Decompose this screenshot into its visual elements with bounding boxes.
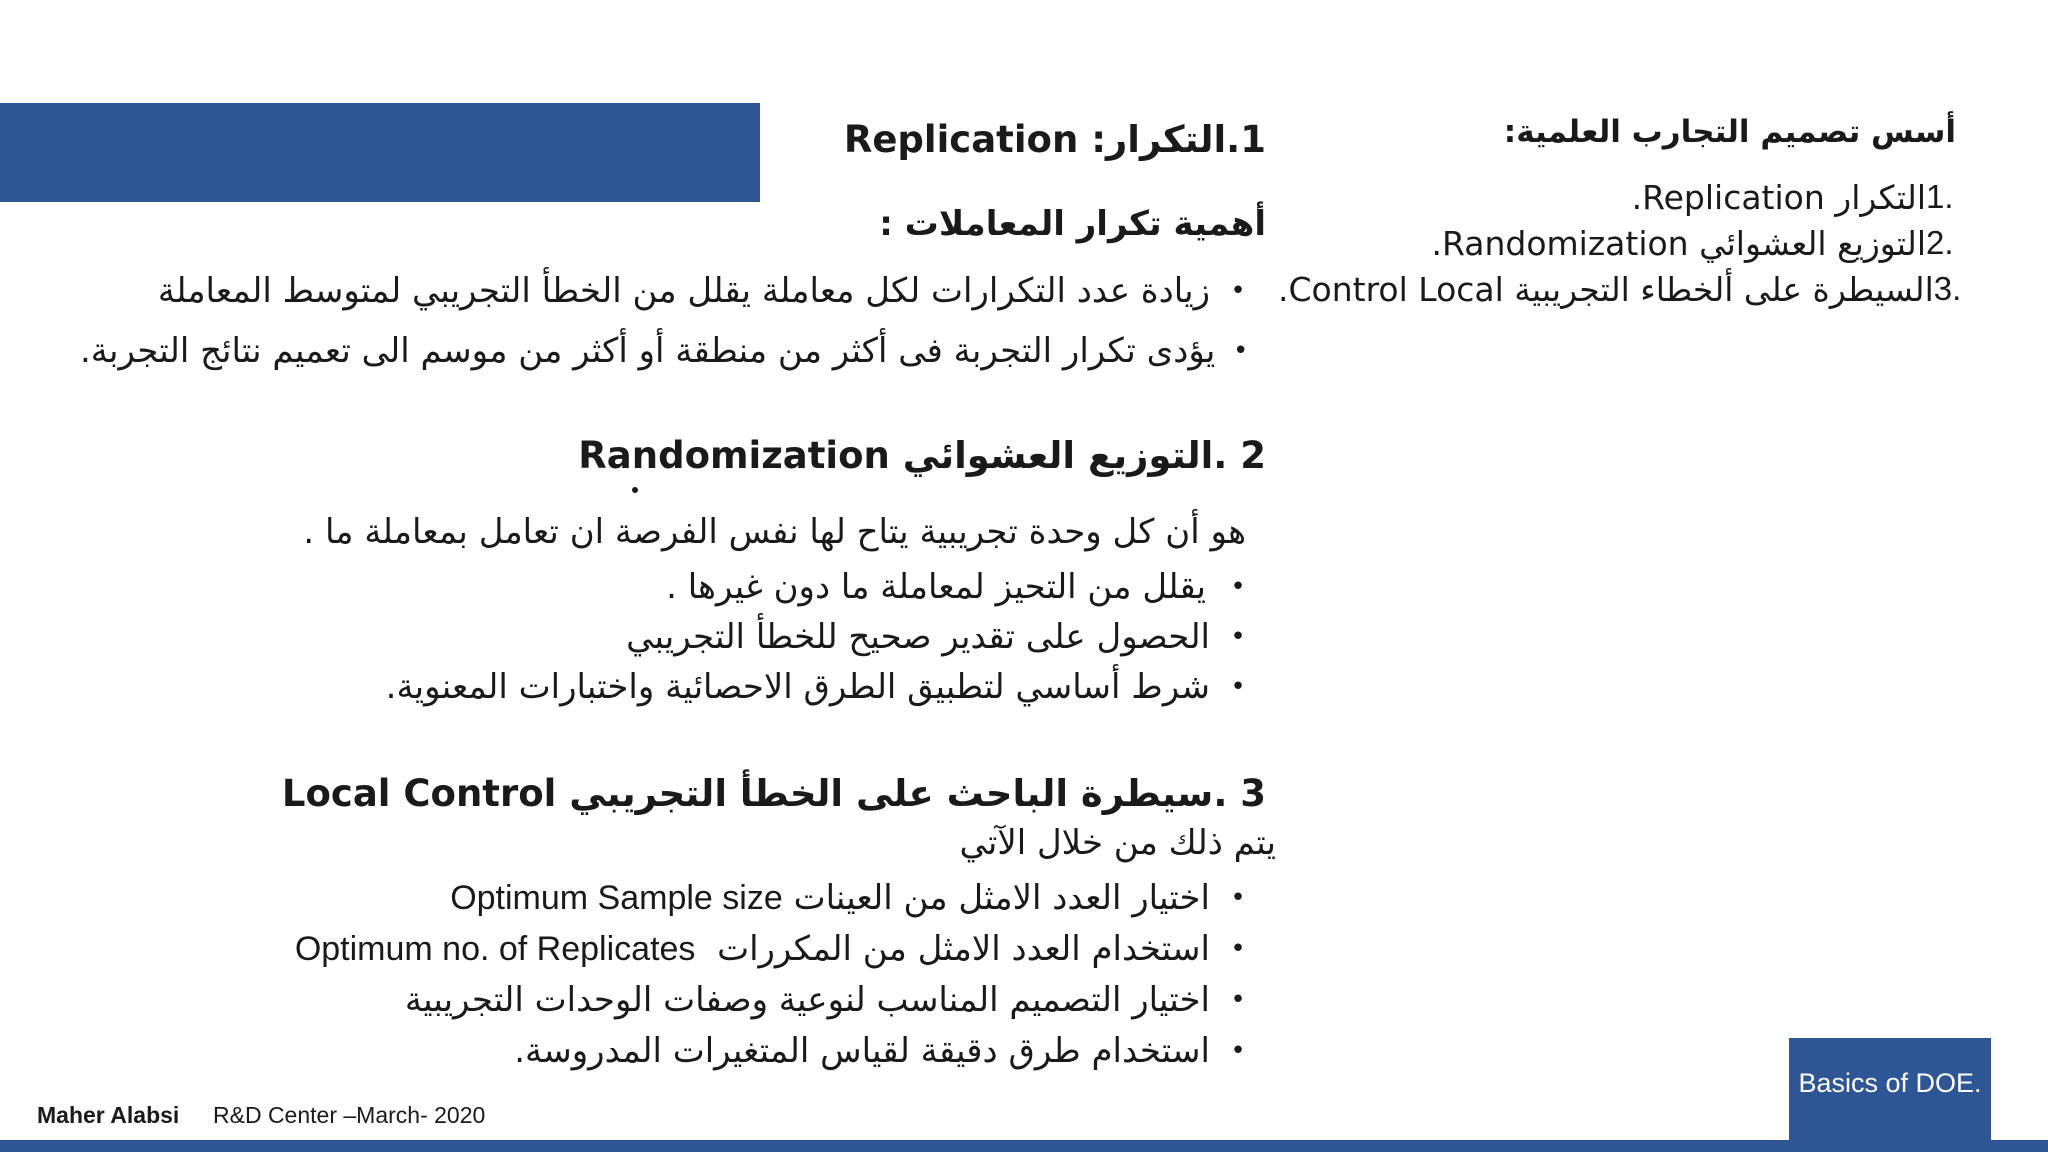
replication-subheading: أهمية تكرار المعاملات : [879, 204, 1266, 244]
bullet-text [295, 929, 1210, 969]
overview-item-text: التكرار Replication. [1631, 177, 1926, 217]
overview-list [1278, 174, 1978, 312]
bullet-english: Optimum Sample size [450, 878, 783, 917]
bullet-text: يؤدى تكرار التجربة فى أكثر من منطقة أو أكثر من موسم الى تعميم نتائج التجربة. [80, 331, 1216, 371]
randomization-definition: هو أن كل وحدة تجريبية يتاح لها نفس الفرصة ان تعامل بمعاملة ما . [303, 512, 1246, 552]
list-item [80, 923, 1266, 974]
list-item [80, 872, 1266, 923]
bullet-arabic: اختيار العدد الامثل من العينات [793, 877, 1210, 918]
overview-item-number: 2. [1926, 224, 1954, 261]
local-control-intro: يتم ذلك من خلال الآتي [959, 823, 1276, 863]
overview-item-number: 1. [1926, 178, 1954, 215]
bullet-text: استخدام طرق دقيقة لقياس المتغيرات المدروسة. [514, 1030, 1210, 1071]
basics-of-doe-label: Basics of DOE. [1789, 1038, 1991, 1140]
bullet-icon: • [1233, 336, 1249, 366]
overview-item-number: 3. [1933, 270, 1962, 307]
footer-author: Maher Alabsi [37, 1102, 180, 1128]
bullet-icon: • [1230, 933, 1246, 964]
bullet-english: Optimum no. of Replicates [294, 929, 696, 968]
list-item [80, 974, 1266, 1025]
bullet-text: شرط أساسي لتطبيق الطرق الاحصائية واختبارات المعنوية. [385, 667, 1210, 707]
bullet-text: يقلل من التحيز لمعاملة ما دون غيرها . [666, 567, 1206, 607]
list-item [80, 320, 1266, 382]
bullet-text: اختيار التصميم المناسب لنوعية وصفات الوحدات التجريبية [404, 979, 1210, 1020]
bullet-icon: • [1230, 622, 1246, 652]
bullet-text: زيادة عدد التكرارات لكل معاملة يقلل من الخطأ التجريبي لمتوسط المعاملة [157, 271, 1210, 311]
bullet-icon: • [1230, 672, 1246, 702]
list-item [80, 262, 1266, 320]
bottom-accent-bar [0, 1140, 2048, 1152]
bullet-icon: • [1230, 882, 1246, 913]
overview-item [1278, 220, 1978, 266]
footer-center: R&D Center –March- 2020 [213, 1102, 486, 1128]
overview-item [1278, 266, 1978, 312]
replication-heading: 1.التكرار: Replication [843, 118, 1266, 161]
replication-bullets [80, 262, 1266, 382]
list-item [80, 1025, 1266, 1076]
randomization-heading: 2 .التوزيع العشوائي Randomization [578, 434, 1266, 477]
stray-dot [632, 487, 638, 493]
bullet-text [450, 878, 1210, 918]
list-item [80, 612, 1266, 662]
overview-title: أسس تصميم التجارب العلمية: [1503, 114, 1956, 150]
overview-item-text: التوزيع العشوائي Randomization. [1431, 223, 1926, 263]
randomization-bullets [80, 562, 1266, 712]
bullet-text: الحصول على تقدير صحيح للخطأ التجريبي [626, 617, 1210, 657]
list-item [80, 562, 1266, 612]
local-control-heading: 3 .سيطرة الباحث على الخطأ التجريبي Local Control [281, 772, 1266, 815]
list-item [80, 662, 1266, 712]
bullet-icon: • [1230, 572, 1246, 602]
bullet-icon: • [1230, 1035, 1246, 1066]
bullet-icon: • [1230, 984, 1246, 1015]
overview-item [1278, 174, 1978, 220]
bullet-arabic: استخدام العدد الامثل من المكررات [717, 928, 1210, 969]
header-accent-band [0, 103, 760, 202]
overview-item-text: السيطرة على ألخطاء التجريبية Control Local. [1278, 269, 1934, 309]
local-control-bullets [80, 872, 1266, 1076]
bullet-icon: • [1230, 276, 1246, 306]
